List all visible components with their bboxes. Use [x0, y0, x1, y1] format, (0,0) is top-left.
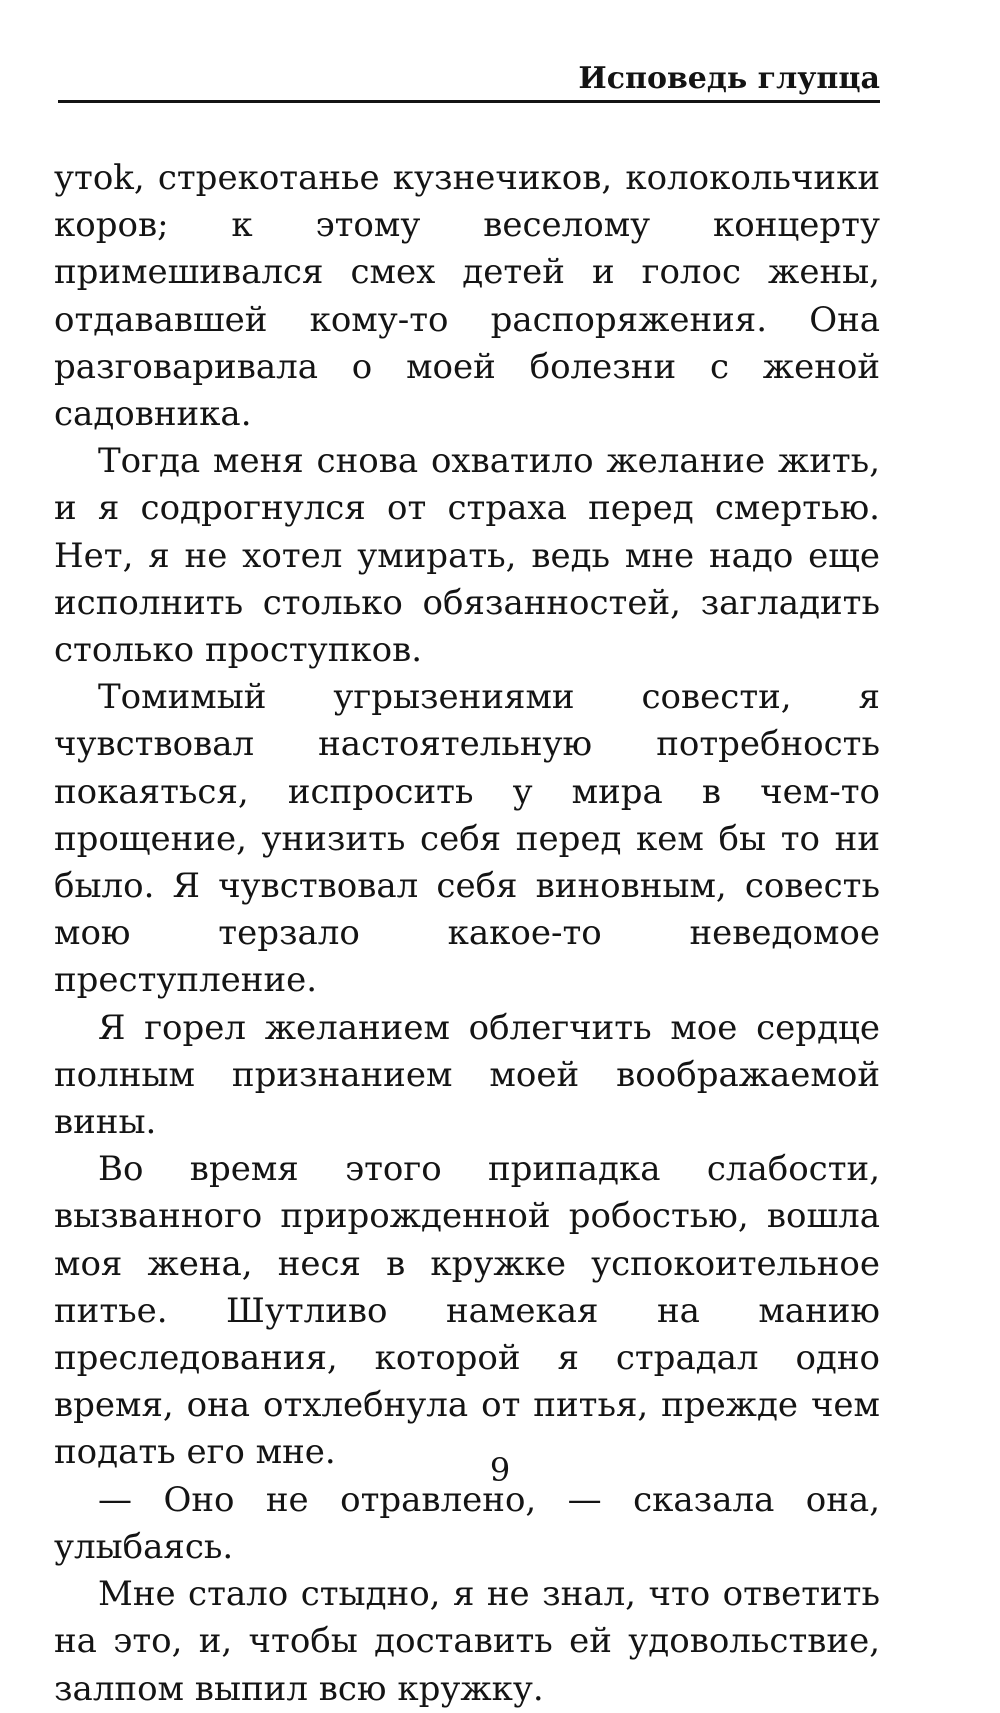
- paragraph: Я горел желанием облегчить мое сердце полным признанием моей воображаемой вины.: [54, 1007, 880, 1143]
- paragraph: Мне стало стыдно, я не знал, что ответить на это, и, чтобы доставить ей удовольствие, залпом выпил всю кружку.: [54, 1574, 880, 1709]
- running-head: [58, 58, 880, 103]
- paragraph: Во время этого припадка слабости, вызванного прирожденной робостью, вошла моя жена, неся в кружке успокоительное питье. Шутливо намекая на манию преследования, которой я страдал одно время, она отхлебнула от питья, прежде чем подать его мне.: [54, 1149, 880, 1473]
- paragraph-continued: утоk, стрекотанье кузнечиков, колокольчики коров; к этому веселому концерту примешивался смех детей и голос жены, отдававшей кому-то распоряжения. Она разговаривала о моей болезни с женой садовника.: [54, 158, 880, 435]
- paragraph: Тогда меня снова охватило желание жить, и я содрогнулся от страха перед смертью. Нет, я не хотел умирать, ведь мне надо еще исполнить столько обязанностей, загладить столько проступков.: [54, 441, 880, 671]
- running-title: Исповедь глупца: [578, 61, 880, 96]
- page-number: 9: [489, 1451, 511, 1489]
- paragraph: Томимый угрызениями совести, я чувствовал настоятельную потребность покаяться, испросить у мира в чем-то прощение, унизить себя перед кем бы то ни было. Я чувствовал себя виновным, совесть мою терзало какое-то неведомое преступление.: [54, 677, 880, 1001]
- dialogue-paragraph: — Оно не отравлено, — сказала она, улыбаясь.: [54, 1479, 880, 1567]
